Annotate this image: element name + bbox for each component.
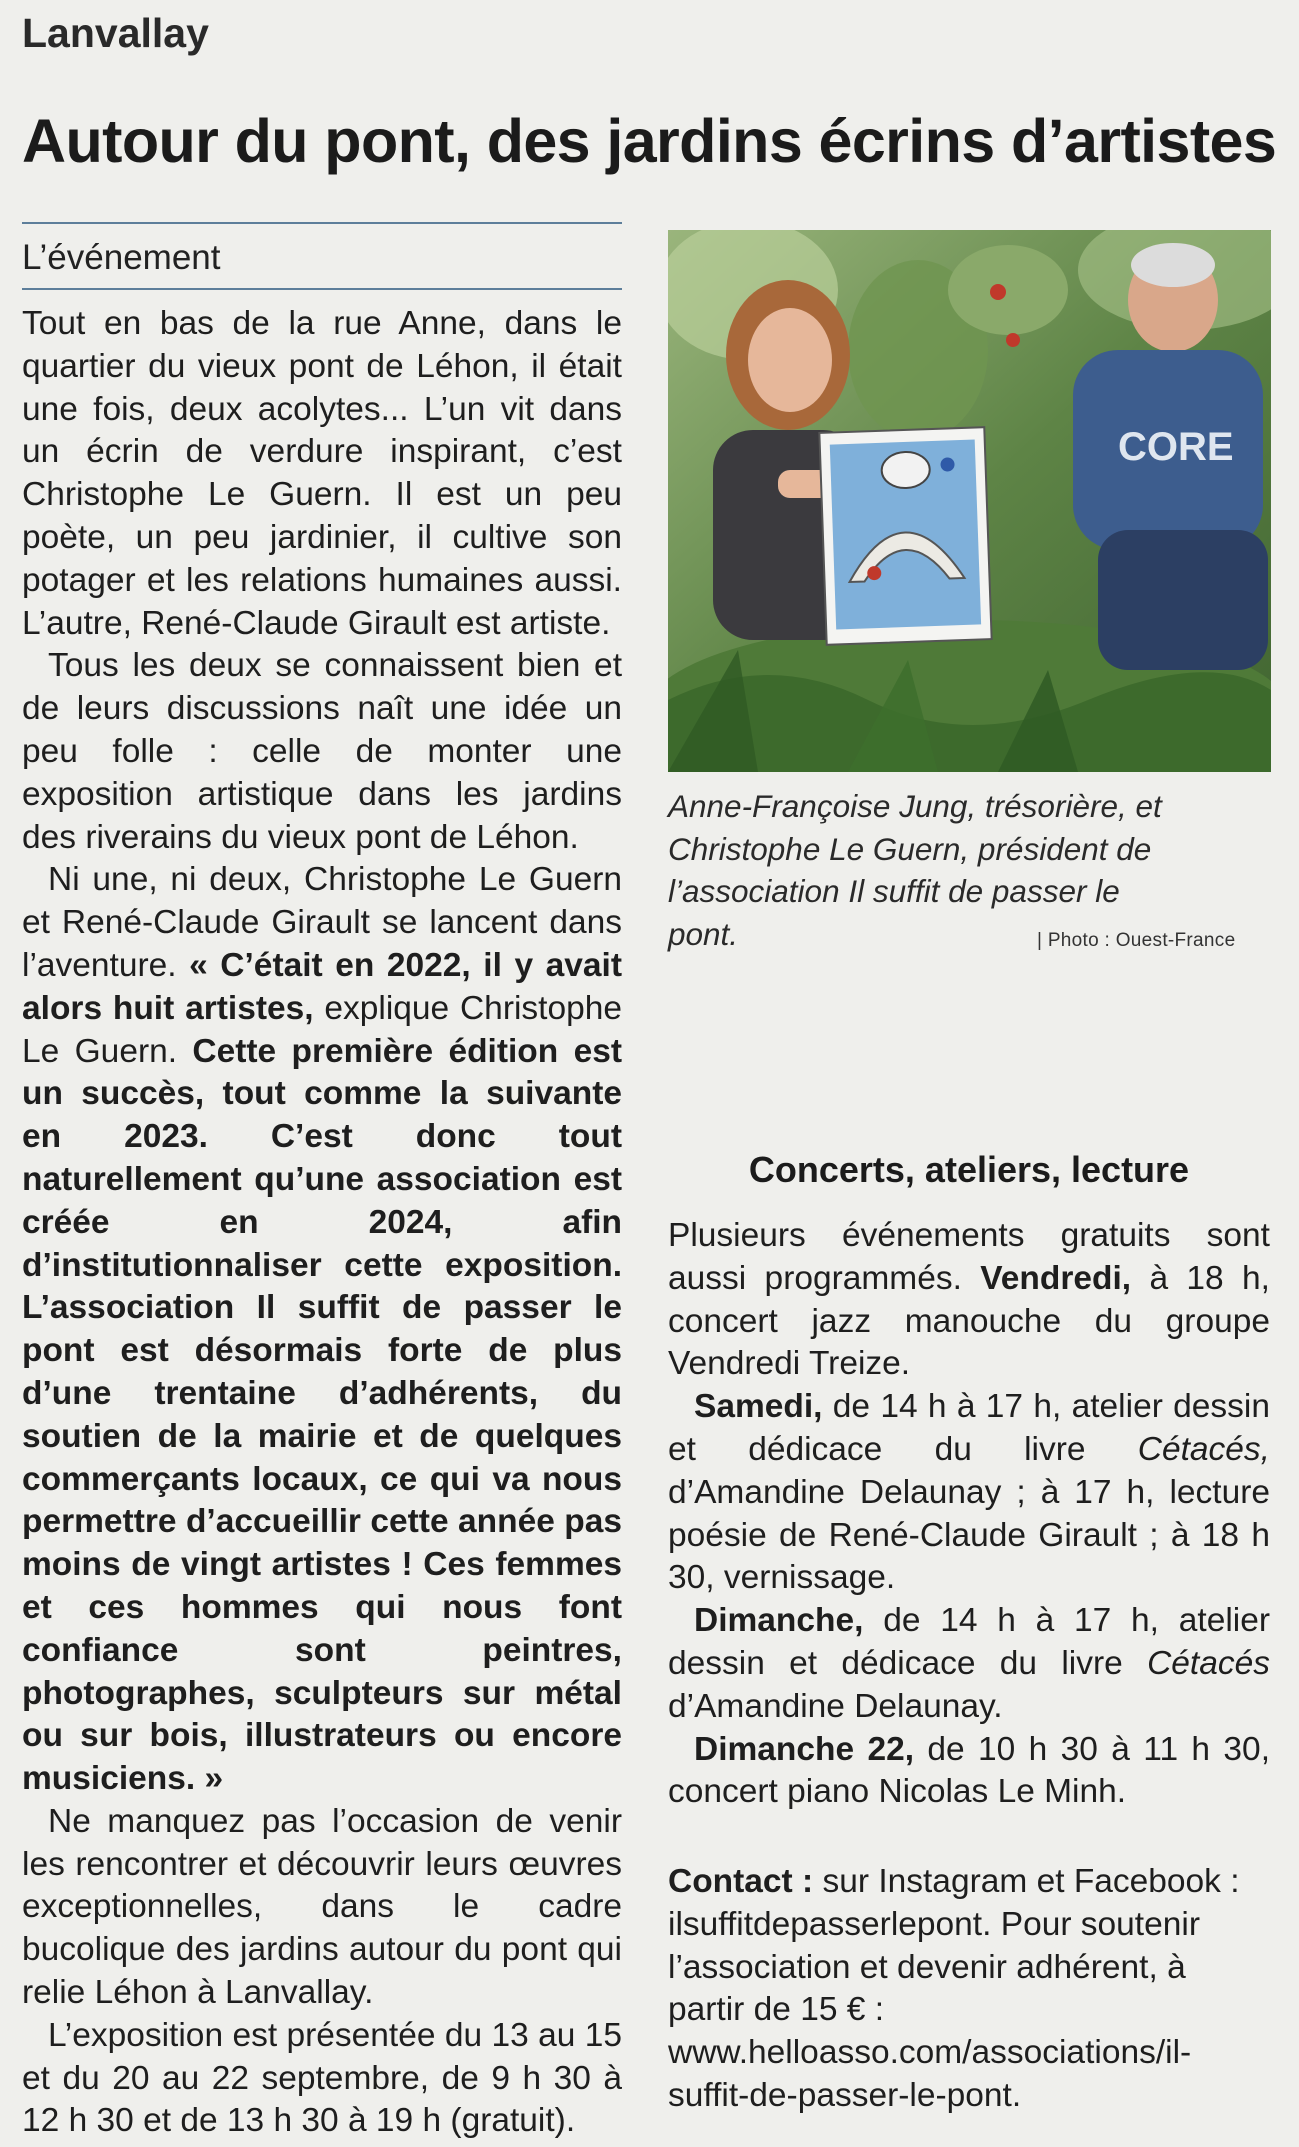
book-title: Cétacés — [1147, 1644, 1270, 1682]
paragraph: L’exposition est présentée du 13 au 15 et du 20 au 22 septembre, de 9 h 30 à 12 h 30 et de 13 h 30 à 19 h (gratuit). — [22, 2016, 622, 2140]
paragraph: Ne manquez pas l’occasion de venir les rencontrer et découvrir leurs œuvres exceptionnelles, dans le cadre bucolique des jardins autour du pont qui relie Léhon à Lanvallay. — [22, 1802, 622, 2012]
paragraph — [668, 1729, 1270, 1815]
text: de 14 h à 17 h, atelier dessin et dédicace du livre — [668, 1602, 1270, 1682]
quote: « C’était en 2022, il y avait alors huit artistes, — [22, 946, 622, 1027]
held-painting — [819, 427, 991, 645]
event-day: Samedi, — [694, 1388, 823, 1426]
paragraph: Tous les deux se connaissent bien et de leurs discussions naît une idée un peu folle : celle de monter une exposition artistique dans les jardins des riverains du vieux pont de Léhon. — [22, 647, 622, 856]
event-day: Dimanche, — [694, 1602, 864, 1640]
paragraph: Tout en bas de la rue Anne, dans le quartier du vieux pont de Léhon, il était une fois, deux acolytes... L’un vit dans un écrin de verdure inspirant, c’est Christophe Le Guern. Il est un peu poète, un peu jardinier, il cultive son potager et les relations humaines aussi. L’autre, René-Claude Girault est artiste. — [22, 305, 622, 642]
paragraph — [668, 1215, 1270, 1386]
text: à 18 h, concert jazz manouche du groupe Vendredi Treize. — [668, 1259, 1270, 1383]
paragraph — [668, 1386, 1270, 1600]
article-column-right — [668, 1215, 1270, 1814]
photo-caption: Anne-Françoise Jung, trésorière, et Christophe Le Guern, président de l’association Il suffit de passer le pont. — [668, 788, 1162, 952]
contact-block — [668, 1861, 1270, 2118]
photo-illustration — [668, 230, 1271, 772]
text: d’Amandine Delaunay. — [668, 1687, 1003, 1725]
event-day: Vendredi, — [980, 1259, 1132, 1297]
event-day: Dimanche 22, — [694, 1730, 915, 1768]
paragraph — [668, 1861, 1270, 2118]
contact-text: sur Instagram et Facebook : ilsuffitdepasserlepont. Pour soutenir l’association et devenir adhérent, à partir de 15 € : www.helloasso.com/associations/il-suffit-de-passer-le-pont. — [668, 1863, 1240, 2114]
town-name: Lanvallay — [22, 10, 209, 56]
section-label: L’événement — [22, 238, 221, 277]
photo-credit: | Photo : Ouest-France — [1037, 930, 1236, 951]
contact-label: Contact : — [668, 1863, 814, 1900]
paragraph — [22, 859, 622, 1801]
divider — [22, 222, 622, 224]
shirt-text: CORE — [1118, 425, 1234, 469]
text: de 14 h à 17 h, atelier dessin et dédicace du livre — [668, 1388, 1270, 1468]
article-photo — [668, 230, 1271, 772]
book-title: Cétacés, — [1137, 1430, 1270, 1468]
divider — [22, 288, 622, 290]
headline: Autour du pont, des jardins écrins d’artistes — [22, 107, 1277, 175]
quote: Cette première édition est un succès, tout comme la suivante en 2023. C’est donc tout naturellement qu’une association est créée en 2024, afin d’institutionnaliser cette exposition. L’association Il suffit de passer le pont est désormais forte de plus d’une trentaine d’adhérents, du soutien de la mairie et de quelques commerçants locaux, ce qui va nous permettre d’accueillir cette année pas moins de vingt artistes ! Ces femmes et ces hommes qui nous font confiance sont peintres, photographes, sculpteurs sur métal ou sur bois, illustrateurs ou encore musiciens. » — [22, 1032, 623, 1798]
article-column-left — [22, 303, 622, 2143]
paragraph — [668, 1600, 1270, 1728]
subheading: Concerts, ateliers, lecture — [748, 1149, 1190, 1190]
text: explique Christophe Le Guern. — [22, 989, 622, 1070]
text: Plusieurs événements gratuits sont aussi programmés. — [668, 1217, 1270, 1297]
text: Ni une, ni deux, Christophe Le Guern et René-Claude Girault se lancent dans l’aventure. — [22, 861, 622, 984]
text: d’Amandine Delaunay ; à 17 h, lecture poésie de René-Claude Girault ; à 18 h 30, vernissage. — [668, 1473, 1270, 1597]
text: de 10 h 30 à 11 h 30, concert piano Nicolas Le Minh. — [668, 1730, 1270, 1811]
